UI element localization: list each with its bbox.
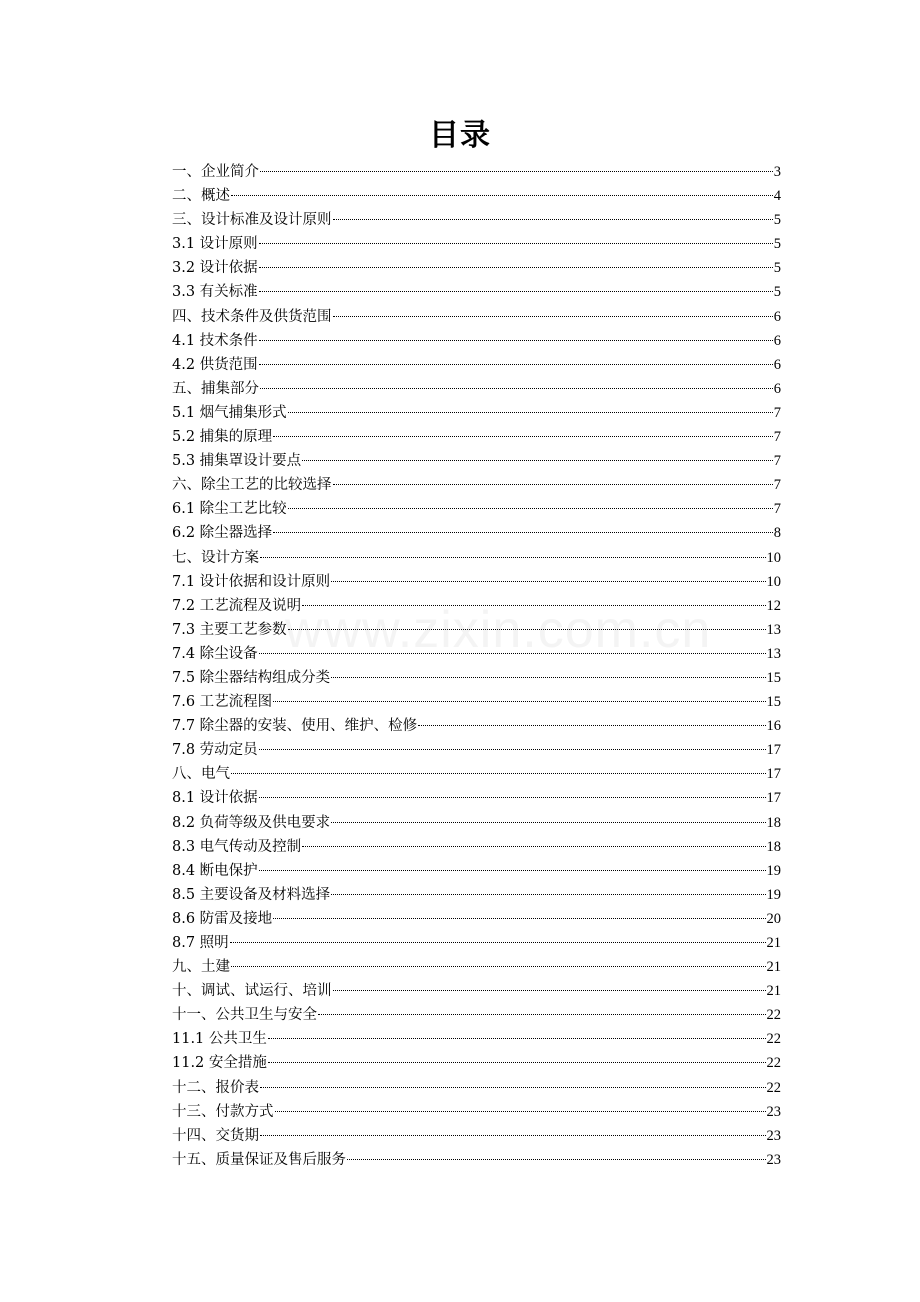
toc-entry-label: 7.2 工艺流程及说明 — [172, 597, 302, 614]
dot-leader — [302, 605, 765, 606]
dot-leader — [331, 894, 765, 895]
dot-leader — [331, 581, 765, 582]
toc-entry-page-number: 22 — [766, 1007, 781, 1024]
toc-entry[interactable] — [172, 835, 781, 859]
toc-entry[interactable] — [172, 353, 781, 377]
toc-entry-page-number: 5 — [773, 212, 781, 229]
toc-entry-label: 十四、交货期 — [172, 1127, 259, 1144]
toc-entry-label: 11.2 安全措施 — [172, 1055, 267, 1072]
toc-entry[interactable] — [172, 1124, 781, 1148]
toc-entry-page-number: 15 — [766, 669, 781, 686]
toc-entry-label: 四、技术条件及供货范围 — [172, 308, 332, 325]
toc-entry-label: 11.1 公共卫生 — [172, 1031, 267, 1048]
dot-leader — [333, 484, 773, 485]
toc-entry[interactable] — [172, 425, 781, 449]
toc-entry[interactable] — [172, 449, 781, 473]
dot-leader — [333, 219, 773, 220]
toc-entry[interactable] — [172, 931, 781, 955]
dot-leader — [259, 870, 766, 871]
toc-entry-page-number: 17 — [766, 790, 781, 807]
dot-leader — [347, 1159, 766, 1160]
toc-entry-label: 7.6 工艺流程图 — [172, 694, 273, 711]
toc-entry-label: 8.4 断电保护 — [172, 862, 258, 879]
toc-entry-label: 十三、付款方式 — [172, 1103, 274, 1120]
toc-entry[interactable] — [172, 160, 781, 184]
toc-entry[interactable] — [172, 521, 781, 545]
toc-entry-label: 4.2 供货范围 — [172, 356, 258, 373]
toc-entry-page-number: 21 — [766, 983, 781, 1000]
dot-leader — [260, 557, 766, 558]
toc-entry-page-number: 12 — [766, 597, 781, 614]
toc-entry-page-number: 22 — [766, 1055, 781, 1072]
toc-entry[interactable] — [172, 907, 781, 931]
toc-entry-page-number: 23 — [766, 1127, 781, 1144]
toc-entry-page-number: 19 — [766, 886, 781, 903]
toc-entry-label: 3.2 设计依据 — [172, 260, 258, 277]
toc-entry-page-number: 7 — [773, 429, 781, 446]
toc-entry-page-number: 15 — [766, 694, 781, 711]
dot-leader — [273, 436, 773, 437]
table-of-contents — [172, 160, 781, 1172]
toc-entry[interactable] — [172, 256, 781, 280]
toc-entry-page-number: 7 — [773, 501, 781, 518]
toc-entry-page-number: 5 — [773, 284, 781, 301]
toc-entry[interactable] — [172, 762, 781, 786]
toc-entry-label: 8.5 主要设备及材料选择 — [172, 886, 331, 903]
toc-entry-page-number: 18 — [766, 838, 781, 855]
toc-entry[interactable] — [172, 305, 781, 329]
toc-entry-label: 七、设计方案 — [172, 549, 259, 566]
dot-leader — [268, 1038, 766, 1039]
toc-entry-page-number: 6 — [773, 332, 781, 349]
toc-entry[interactable] — [172, 1076, 781, 1100]
toc-entry-page-number: 13 — [766, 621, 781, 638]
dot-leader — [418, 725, 765, 726]
dot-leader — [273, 918, 765, 919]
dot-leader — [260, 171, 773, 172]
toc-entry-label: 5.3 捕集罩设计要点 — [172, 453, 302, 470]
toc-entry-label: 7.1 设计依据和设计原则 — [172, 573, 331, 590]
dot-leader — [288, 629, 766, 630]
toc-entry[interactable] — [172, 594, 781, 618]
toc-entry[interactable] — [172, 666, 781, 690]
toc-entry-label: 5.2 捕集的原理 — [172, 429, 273, 446]
toc-entry[interactable] — [172, 208, 781, 232]
toc-entry-page-number: 10 — [766, 573, 781, 590]
toc-entry[interactable] — [172, 618, 781, 642]
toc-entry[interactable] — [172, 1100, 781, 1124]
dot-leader — [231, 195, 773, 196]
dot-leader — [275, 1111, 766, 1112]
toc-entry-page-number: 23 — [766, 1103, 781, 1120]
dot-leader — [259, 291, 773, 292]
toc-entry[interactable] — [172, 642, 781, 666]
toc-entry-page-number: 7 — [773, 404, 781, 421]
dot-leader — [273, 532, 773, 533]
toc-entry[interactable] — [172, 280, 781, 304]
toc-entry-label: 6.2 除尘器选择 — [172, 525, 273, 542]
toc-entry-page-number: 20 — [766, 910, 781, 927]
toc-entry-page-number: 22 — [766, 1079, 781, 1096]
toc-entry[interactable] — [172, 497, 781, 521]
toc-entry-label: 十五、质量保证及售后服务 — [172, 1151, 346, 1168]
toc-entry-label: 三、设计标准及设计原则 — [172, 212, 332, 229]
toc-entry-label: 十二、报价表 — [172, 1079, 259, 1096]
dot-leader — [288, 412, 773, 413]
toc-entry-label: 7.4 除尘设备 — [172, 645, 258, 662]
dot-leader — [331, 677, 765, 678]
toc-entry-label: 8.1 设计依据 — [172, 790, 258, 807]
toc-entry-page-number: 23 — [766, 1151, 781, 1168]
dot-leader — [333, 316, 773, 317]
toc-entry-label: 二、概述 — [172, 188, 230, 205]
toc-entry[interactable] — [172, 184, 781, 208]
toc-entry-label: 8.6 防雷及接地 — [172, 910, 273, 927]
dot-leader — [259, 653, 766, 654]
toc-entry-label: 十、调试、试运行、培训 — [172, 983, 332, 1000]
dot-leader — [260, 388, 773, 389]
toc-entry[interactable] — [172, 1027, 781, 1051]
toc-entry[interactable] — [172, 401, 781, 425]
toc-entry[interactable] — [172, 377, 781, 401]
dot-leader — [259, 364, 773, 365]
toc-entry[interactable] — [172, 1003, 781, 1027]
toc-entry-label: 5.1 烟气捕集形式 — [172, 404, 287, 421]
toc-entry[interactable] — [172, 1051, 781, 1075]
toc-entry-page-number: 8 — [773, 525, 781, 542]
toc-entry[interactable] — [172, 955, 781, 979]
dot-leader — [259, 243, 773, 244]
toc-entry-label: 六、除尘工艺的比较选择 — [172, 477, 332, 494]
toc-entry-page-number: 6 — [773, 308, 781, 325]
dot-leader — [230, 942, 766, 943]
toc-entry-page-number: 21 — [766, 935, 781, 951]
dot-leader — [302, 846, 765, 847]
toc-entry-page-number: 17 — [766, 742, 781, 759]
toc-entry[interactable] — [172, 786, 781, 810]
toc-entry-page-number: 6 — [773, 356, 781, 373]
toc-entry[interactable] — [172, 329, 781, 353]
toc-entry-label: 6.1 除尘工艺比较 — [172, 501, 287, 518]
watermark: www.zixin.com.cn — [285, 601, 712, 659]
toc-entry-page-number: 7 — [773, 453, 781, 470]
toc-entry[interactable] — [172, 714, 781, 738]
toc-entry-page-number: 5 — [773, 260, 781, 277]
toc-entry-label: 7.8 劳动定员 — [172, 742, 258, 759]
toc-entry-label: 3.1 设计原则 — [172, 236, 258, 253]
toc-entry[interactable] — [172, 738, 781, 762]
toc-entry-page-number: 17 — [766, 766, 781, 783]
dot-leader — [259, 797, 766, 798]
toc-entry[interactable] — [172, 1148, 781, 1172]
page-title: 目录 — [429, 118, 491, 153]
toc-entry-page-number: 21 — [766, 959, 781, 976]
toc-entry[interactable] — [172, 979, 781, 1003]
toc-entry-label: 五、捕集部分 — [172, 380, 259, 397]
dot-leader — [318, 1014, 766, 1015]
toc-entry-label: 8.2 负荷等级及供电要求 — [172, 814, 331, 831]
toc-entry[interactable] — [172, 811, 781, 835]
toc-entry-label: 7.7 除尘器的安装、使用、维护、检修 — [172, 718, 418, 735]
toc-entry-page-number: 22 — [766, 1031, 781, 1048]
toc-entry-label: 7.5 除尘器结构组成分类 — [172, 669, 331, 686]
toc-entry[interactable] — [172, 232, 781, 256]
toc-entry-page-number: 6 — [773, 380, 781, 397]
dot-leader — [302, 460, 773, 461]
dot-leader — [231, 773, 766, 774]
toc-entry-label: 一、企业简介 — [172, 164, 259, 180]
dot-leader — [231, 966, 766, 967]
toc-entry[interactable] — [172, 859, 781, 883]
toc-entry[interactable] — [172, 473, 781, 497]
toc-entry-label: 8.7 照明 — [172, 935, 229, 951]
toc-entry-label: 十一、公共卫生与安全 — [172, 1007, 317, 1024]
toc-entry-label: 八、电气 — [172, 766, 230, 783]
toc-entry[interactable] — [172, 546, 781, 570]
dot-leader — [331, 822, 765, 823]
toc-entry-page-number: 7 — [773, 477, 781, 494]
toc-entry-label: 4.1 技术条件 — [172, 332, 258, 349]
toc-entry-page-number: 19 — [766, 862, 781, 879]
toc-entry-label: 3.3 有关标准 — [172, 284, 258, 301]
toc-entry[interactable] — [172, 690, 781, 714]
dot-leader — [273, 701, 765, 702]
toc-entry-page-number: 10 — [766, 549, 781, 566]
dot-leader — [259, 267, 773, 268]
toc-entry-page-number: 5 — [773, 236, 781, 253]
toc-entry-page-number: 18 — [766, 814, 781, 831]
dot-leader — [288, 508, 773, 509]
dot-leader — [260, 1135, 766, 1136]
toc-entry-label: 九、土建 — [172, 959, 230, 976]
dot-leader — [333, 990, 766, 991]
toc-entry[interactable] — [172, 570, 781, 594]
toc-entry-page-number: 3 — [773, 164, 781, 180]
dot-leader — [259, 749, 766, 750]
toc-entry-page-number: 13 — [766, 645, 781, 662]
toc-entry-label: 7.3 主要工艺参数 — [172, 621, 287, 638]
toc-entry-page-number: 16 — [766, 718, 781, 735]
dot-leader — [260, 1087, 766, 1088]
dot-leader — [268, 1062, 766, 1063]
toc-entry-page-number: 4 — [773, 188, 781, 205]
toc-entry-label: 8.3 电气传动及控制 — [172, 838, 302, 855]
dot-leader — [259, 340, 773, 341]
toc-entry[interactable] — [172, 883, 781, 907]
